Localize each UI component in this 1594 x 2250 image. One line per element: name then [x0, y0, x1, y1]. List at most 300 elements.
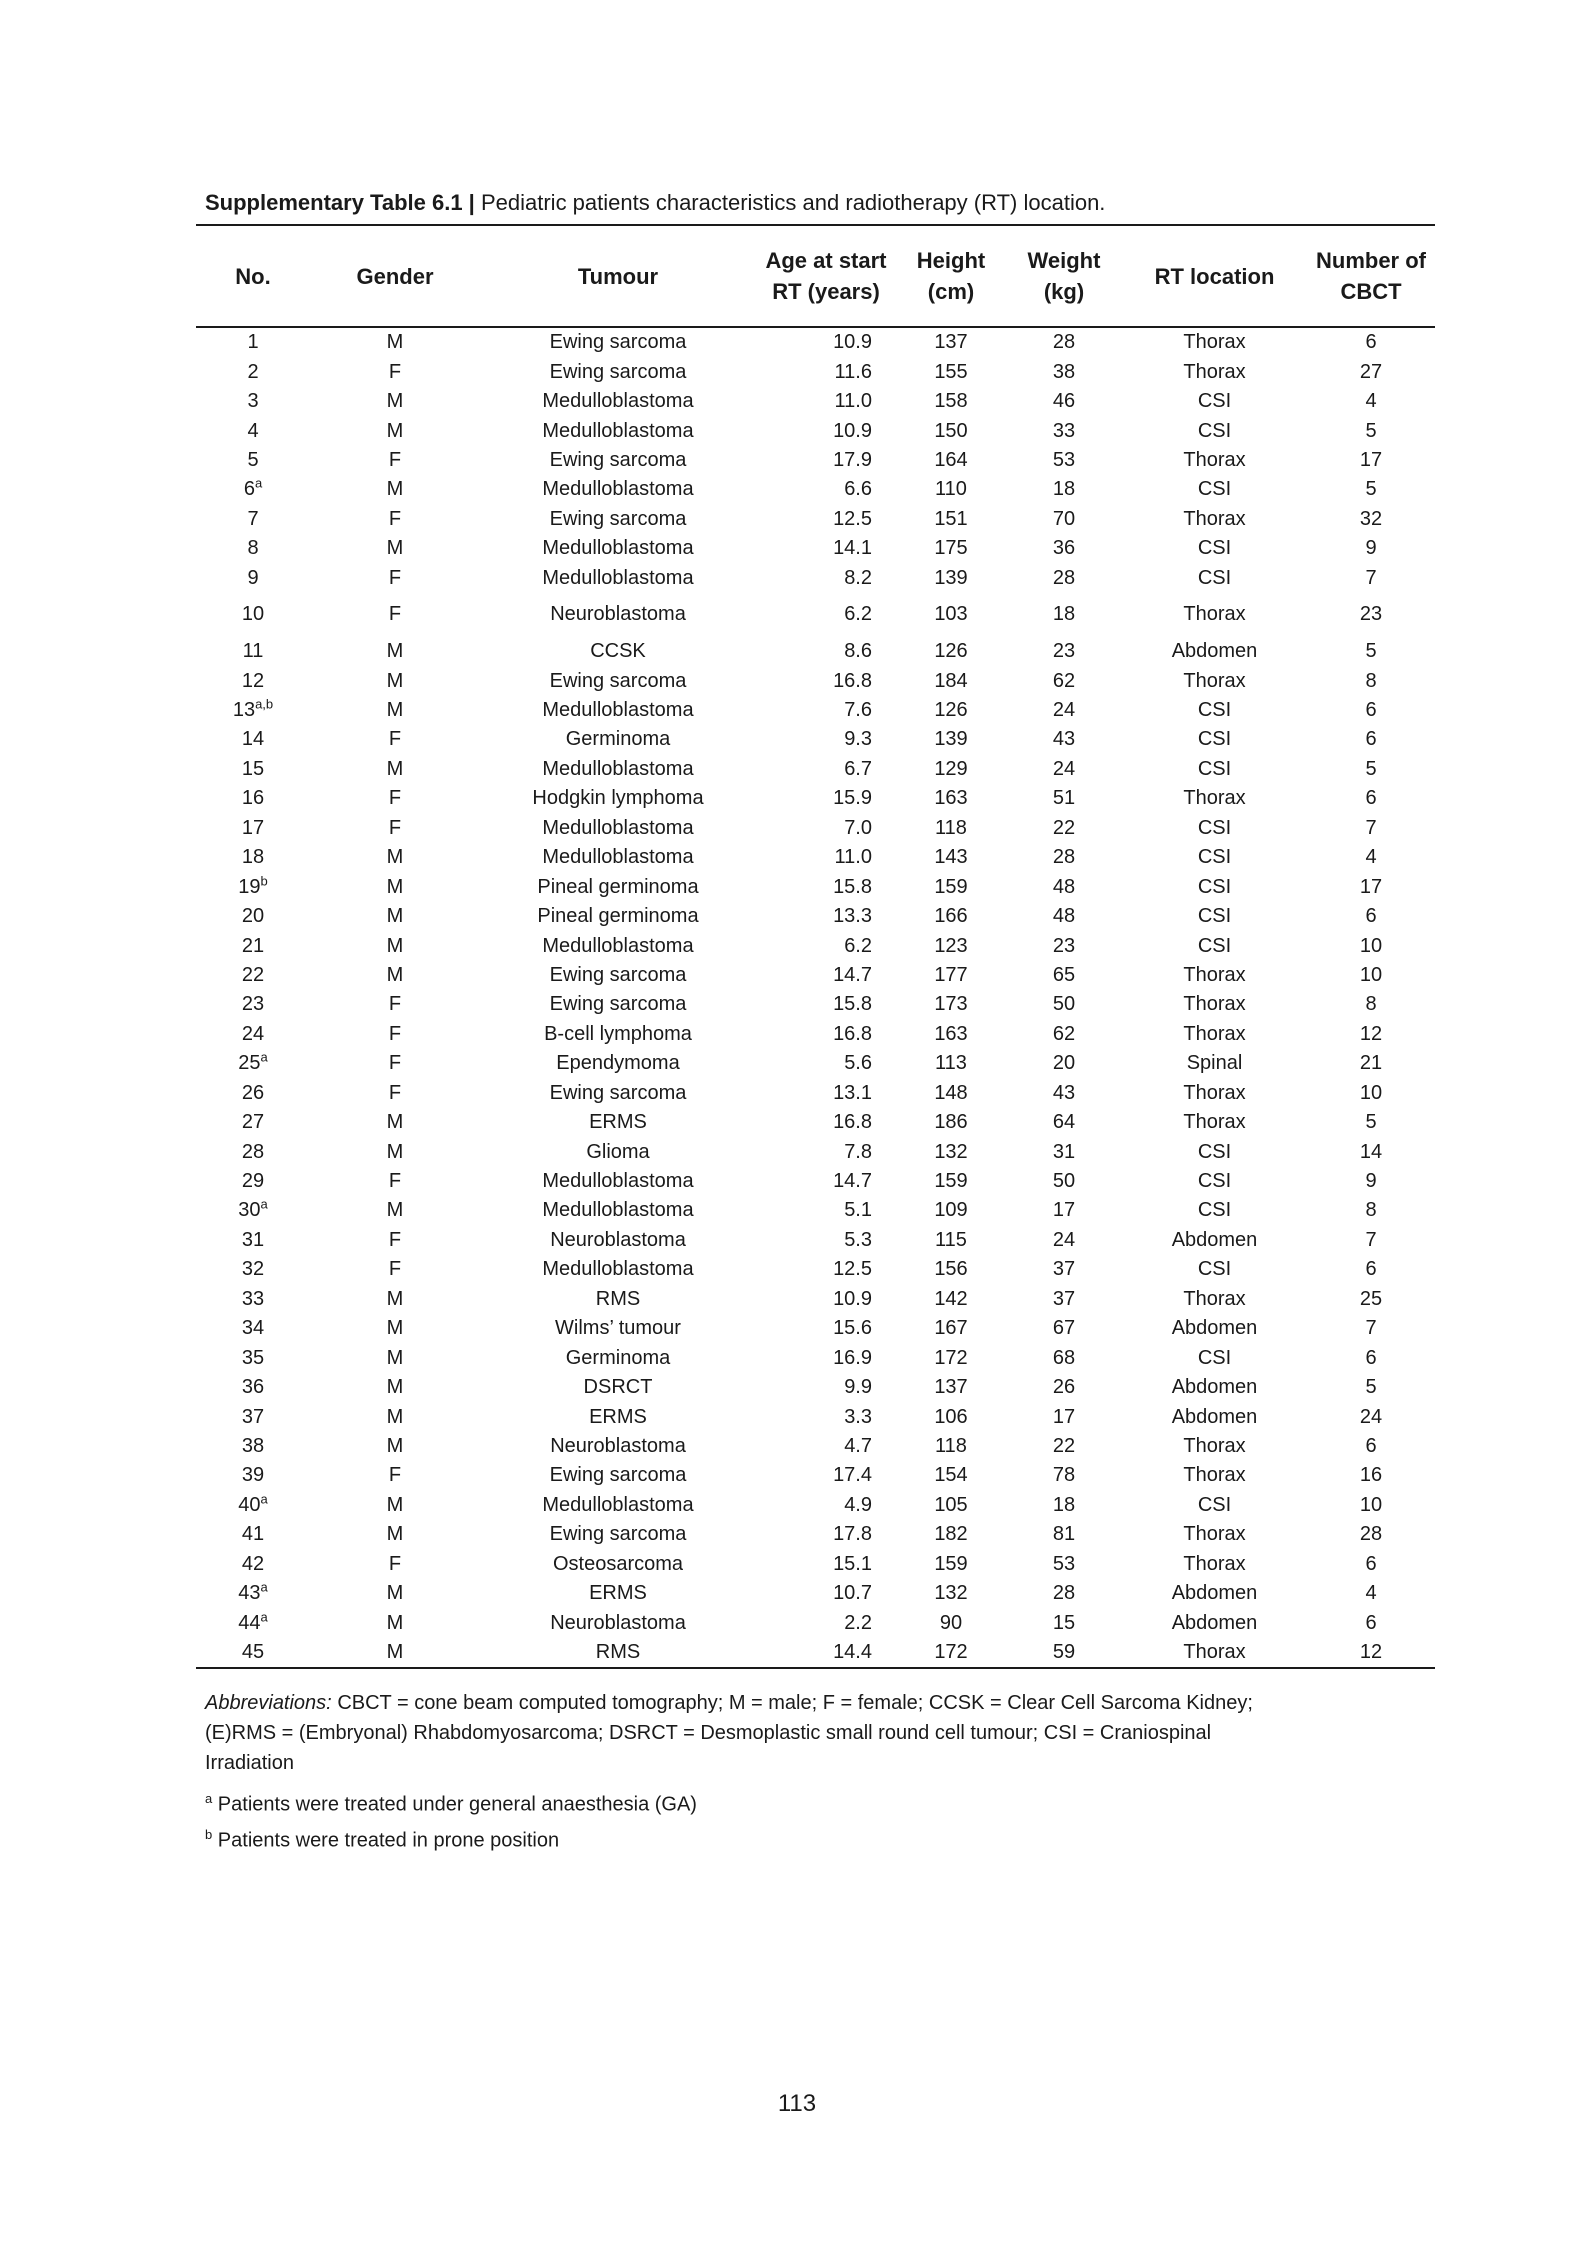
cell-gender-value: M: [386, 1523, 404, 1546]
cell-no: [196, 1137, 310, 1166]
cell-rt-location: [1122, 1285, 1307, 1314]
cell-no: [196, 1196, 310, 1225]
cell-gender-value: M: [386, 699, 404, 722]
cell-weight-value: 31: [1052, 1140, 1076, 1163]
cell-weight-value: 53: [1052, 1552, 1076, 1575]
table-row: [196, 1167, 1435, 1196]
cell-height: [896, 1402, 1006, 1431]
cell-weight-value: 23: [1052, 640, 1076, 663]
cell-rt-location: [1122, 593, 1307, 637]
cell-no-value: 17: [241, 816, 265, 839]
table-row: [196, 1343, 1435, 1372]
cell-tumour-value: RMS: [595, 1287, 641, 1310]
cell-no-value: 37: [241, 1405, 265, 1428]
cell-weight: [1006, 1461, 1122, 1490]
cell-tumour: [480, 1461, 756, 1490]
cell-age-value: 15.8: [833, 993, 872, 1016]
table-row: [196, 1049, 1435, 1078]
cell-weight: [1006, 416, 1122, 445]
cell-cbct-value: 17: [1359, 875, 1383, 898]
cell-age-value: 16.8: [833, 1022, 872, 1045]
cell-rt-location: [1122, 564, 1307, 593]
cell-cbct-value: 6: [1365, 331, 1377, 354]
cell-cbct: [1307, 1255, 1435, 1284]
cell-age: [756, 416, 896, 445]
cell-cbct: [1307, 1285, 1435, 1314]
cell-age: [756, 961, 896, 990]
cell-height-value: 139: [934, 728, 968, 751]
cell-age-value: 14.4: [833, 1641, 872, 1664]
cell-tumour-value: Neuroblastoma: [550, 1228, 686, 1251]
cell-rt-location: [1122, 1550, 1307, 1579]
cell-height: [896, 1226, 1006, 1255]
cell-height: [896, 1491, 1006, 1520]
cell-cbct-value: 28: [1359, 1523, 1383, 1546]
cell-rt-location-value: CSI: [1197, 566, 1232, 589]
cell-gender: [310, 637, 480, 666]
cell-cbct-value: 10: [1359, 1493, 1383, 1516]
cell-gender: [310, 1049, 480, 1078]
cell-gender-value: M: [386, 419, 404, 442]
cell-weight-value: 50: [1052, 1170, 1076, 1193]
cell-no: [196, 1079, 310, 1108]
cell-rt-location: [1122, 666, 1307, 695]
footnote-marker: a: [260, 1608, 268, 1624]
cell-no: [196, 1461, 310, 1490]
cell-height: [896, 725, 1006, 754]
cell-cbct-value: 12: [1359, 1022, 1383, 1045]
cell-tumour: [480, 961, 756, 990]
table-row: [196, 357, 1435, 386]
cell-cbct-value: 17: [1359, 448, 1383, 471]
cell-weight: [1006, 1373, 1122, 1402]
cell-weight: [1006, 637, 1122, 666]
cell-tumour: [480, 564, 756, 593]
cell-gender: [310, 814, 480, 843]
cell-tumour-value: Ewing sarcoma: [549, 331, 687, 354]
cell-cbct: [1307, 475, 1435, 504]
cell-no: [196, 1314, 310, 1343]
cell-no: [196, 784, 310, 813]
cell-no-value: 45: [241, 1641, 265, 1664]
cell-weight-value: 78: [1052, 1464, 1076, 1487]
cell-tumour: [480, 784, 756, 813]
cell-tumour: [480, 1226, 756, 1255]
table-row: [196, 505, 1435, 534]
cell-no-value: 4: [247, 419, 259, 442]
cell-height-value: 109: [934, 1199, 968, 1222]
cell-cbct-value: 9: [1365, 537, 1377, 560]
cell-cbct-value: 5: [1365, 478, 1377, 501]
cell-age-value: 3.3: [844, 1405, 872, 1428]
cell-age: [756, 534, 896, 563]
cell-tumour: [480, 1579, 756, 1608]
cell-gender: [310, 784, 480, 813]
cell-cbct: [1307, 902, 1435, 931]
cell-tumour-value: Neuroblastoma: [550, 603, 686, 626]
table-row: [196, 637, 1435, 666]
cell-tumour: [480, 1314, 756, 1343]
cell-rt-location-value: Thorax: [1183, 963, 1246, 986]
cell-height: [896, 931, 1006, 960]
footnote-a-text: Patients were treated under general anaesthesia (GA): [217, 1793, 697, 1816]
cell-tumour: [480, 1196, 756, 1225]
cell-tumour-value: Ewing sarcoma: [549, 1523, 687, 1546]
cell-cbct-value: 5: [1365, 1111, 1377, 1134]
cell-tumour-value: Medulloblastoma: [542, 478, 694, 501]
cell-age-value: 4.9: [844, 1493, 872, 1516]
cell-cbct: [1307, 1079, 1435, 1108]
cell-rt-location: [1122, 725, 1307, 754]
cell-height-value: 164: [934, 448, 968, 471]
cell-weight-value: 67: [1052, 1317, 1076, 1340]
cell-height-value: 167: [934, 1317, 968, 1340]
cell-weight: [1006, 872, 1122, 901]
cell-age-value: 13.3: [833, 905, 872, 928]
cell-tumour-value: Ewing sarcoma: [549, 669, 687, 692]
cell-tumour-value: Ewing sarcoma: [549, 963, 687, 986]
cell-weight: [1006, 1137, 1122, 1166]
cell-no-value: 5: [247, 448, 259, 471]
cell-cbct: [1307, 666, 1435, 695]
cell-tumour: [480, 505, 756, 534]
abbreviations-note: [205, 1688, 1295, 1778]
cell-no-value: 6: [243, 478, 255, 501]
cell-height-value: 182: [934, 1523, 968, 1546]
cell-cbct-value: 10: [1359, 934, 1383, 957]
cell-gender: [310, 1285, 480, 1314]
cell-gender-value: M: [386, 905, 404, 928]
abbreviations-text: CBCT = cone beam computed tomography; M = male; F = female; CCSK = Clear Cell Sarcoma Kidney; (E)RMS = (Embryonal) Rhabdomyosarcoma; DSRCT = Desmoplastic small round cell tumour; CSI = Craniospinal Irradiation: [205, 1692, 1253, 1774]
cell-weight: [1006, 446, 1122, 475]
cell-cbct-value: 6: [1365, 1552, 1377, 1575]
cell-cbct-value: 7: [1365, 1228, 1377, 1251]
cell-age: [756, 1079, 896, 1108]
cell-no-value: 21: [241, 934, 265, 957]
cell-rt-location-value: Thorax: [1183, 1287, 1246, 1310]
cell-weight-value: 24: [1052, 757, 1076, 780]
cell-rt-location-value: CSI: [1197, 1346, 1232, 1369]
cell-weight: [1006, 1167, 1122, 1196]
cell-gender-value: M: [386, 640, 404, 663]
cell-rt-location: [1122, 990, 1307, 1019]
cell-rt-location-value: Thorax: [1183, 360, 1246, 383]
cell-height: [896, 814, 1006, 843]
cell-age-value: 10.9: [833, 419, 872, 442]
cell-weight-value: 15: [1052, 1611, 1076, 1634]
cell-rt-location-value: Thorax: [1183, 448, 1246, 471]
cell-rt-location-value: Abdomen: [1171, 1405, 1258, 1428]
cell-weight: [1006, 666, 1122, 695]
cell-height-value: 118: [935, 816, 967, 839]
cell-rt-location-value: CSI: [1197, 728, 1232, 751]
cell-no: [196, 1255, 310, 1284]
table-row: [196, 387, 1435, 416]
cell-gender: [310, 1550, 480, 1579]
cell-gender-value: M: [386, 1611, 404, 1634]
cell-gender: [310, 475, 480, 504]
cell-no-value: 24: [241, 1022, 265, 1045]
cell-cbct-value: 32: [1359, 507, 1383, 530]
cell-tumour-value: Medulloblastoma: [542, 816, 694, 839]
cell-height-value: 151: [934, 507, 968, 530]
cell-no-value: 13: [232, 699, 256, 722]
cell-cbct-value: 14: [1359, 1140, 1383, 1163]
cell-cbct-value: 10: [1359, 963, 1383, 986]
cell-cbct: [1307, 725, 1435, 754]
cell-weight-value: 26: [1052, 1376, 1076, 1399]
cell-rt-location: [1122, 1373, 1307, 1402]
cell-gender: [310, 931, 480, 960]
cell-no-value: 19: [238, 875, 261, 898]
cell-age: [756, 1167, 896, 1196]
cell-cbct: [1307, 784, 1435, 813]
cell-rt-location: [1122, 784, 1307, 813]
cell-age-value: 7.0: [844, 816, 872, 839]
cell-height-value: 137: [934, 331, 968, 354]
cell-rt-location-value: Thorax: [1183, 1552, 1246, 1575]
cell-tumour: [480, 1432, 756, 1461]
cell-age: [756, 475, 896, 504]
cell-tumour: [480, 931, 756, 960]
cell-cbct-value: 8: [1365, 1199, 1377, 1222]
cell-tumour-value: Medulloblastoma: [542, 846, 694, 869]
cell-no: [196, 416, 310, 445]
cell-age: [756, 872, 896, 901]
cell-weight: [1006, 593, 1122, 637]
table-row: [196, 1285, 1435, 1314]
cell-height: [896, 1255, 1006, 1284]
cell-tumour-value: Ewing sarcoma: [549, 1081, 687, 1104]
cell-no: [196, 387, 310, 416]
cell-rt-location-value: CSI: [1197, 875, 1232, 898]
cell-cbct-value: 6: [1365, 1611, 1377, 1634]
cell-tumour-value: Medulloblastoma: [542, 1258, 694, 1281]
cell-no-value: 29: [241, 1170, 265, 1193]
cell-height-value: 132: [934, 1140, 968, 1163]
cell-height-value: 143: [934, 846, 968, 869]
cell-no: [196, 1226, 310, 1255]
cell-gender: [310, 564, 480, 593]
cell-no: [196, 1343, 310, 1372]
cell-no: [196, 1285, 310, 1314]
cell-height-value: 106: [934, 1405, 968, 1428]
cell-gender-value: F: [388, 603, 402, 626]
cell-gender: [310, 1520, 480, 1549]
cell-rt-location: [1122, 1520, 1307, 1549]
cell-no: [196, 931, 310, 960]
cell-cbct: [1307, 446, 1435, 475]
table-row: [196, 1638, 1435, 1668]
cell-tumour: [480, 1402, 756, 1431]
cell-gender-value: M: [386, 934, 404, 957]
cell-cbct-value: 23: [1359, 603, 1383, 626]
cell-tumour: [480, 696, 756, 725]
table-row: [196, 1079, 1435, 1108]
cell-weight: [1006, 1108, 1122, 1137]
cell-weight: [1006, 784, 1122, 813]
cell-rt-location-value: Spinal: [1186, 1052, 1243, 1075]
cell-no-value: 42: [241, 1552, 265, 1575]
cell-gender-value: F: [388, 1081, 402, 1104]
cell-weight: [1006, 1020, 1122, 1049]
cell-weight: [1006, 814, 1122, 843]
cell-gender: [310, 1461, 480, 1490]
cell-no: [196, 814, 310, 843]
cell-age-value: 4.7: [844, 1434, 872, 1457]
cell-weight-value: 23: [1052, 934, 1076, 957]
cell-no-value: 32: [241, 1258, 265, 1281]
cell-cbct: [1307, 1520, 1435, 1549]
table-row: [196, 725, 1435, 754]
cell-tumour: [480, 1491, 756, 1520]
cell-rt-location: [1122, 843, 1307, 872]
cell-tumour-value: ERMS: [589, 1405, 647, 1428]
cell-age: [756, 1550, 896, 1579]
cell-no: [196, 357, 310, 386]
cell-gender-value: M: [386, 1287, 404, 1310]
cell-weight-value: 17: [1052, 1199, 1076, 1222]
cell-height-value: 159: [934, 875, 968, 898]
cell-gender: [310, 1491, 480, 1520]
cell-cbct: [1307, 1020, 1435, 1049]
cell-rt-location-value: CSI: [1197, 934, 1232, 957]
cell-no-value: 27: [241, 1111, 265, 1134]
cell-height-value: 103: [934, 603, 968, 626]
cell-cbct-value: 8: [1365, 993, 1377, 1016]
cell-weight: [1006, 564, 1122, 593]
cell-cbct-value: 4: [1365, 390, 1377, 413]
cell-age: [756, 1491, 896, 1520]
table-row: [196, 814, 1435, 843]
cell-height-value: 156: [934, 1258, 968, 1281]
cell-tumour: [480, 990, 756, 1019]
cell-age-value: 6.2: [844, 934, 872, 957]
cell-age-value: 14.7: [833, 963, 872, 986]
cell-no: [196, 696, 310, 725]
footnote-b-text: Patients were treated in prone position: [217, 1829, 560, 1852]
cell-rt-location: [1122, 1461, 1307, 1490]
footnote-a-mark: a: [205, 1791, 213, 1806]
cell-age: [756, 357, 896, 386]
cell-age: [756, 784, 896, 813]
cell-cbct-value: 7: [1365, 816, 1377, 839]
cell-weight: [1006, 1491, 1122, 1520]
cell-rt-location: [1122, 1226, 1307, 1255]
cell-no: [196, 593, 310, 637]
cell-rt-location: [1122, 1020, 1307, 1049]
cell-no: [196, 1550, 310, 1579]
cell-weight: [1006, 1255, 1122, 1284]
cell-rt-location-value: Abdomen: [1171, 1582, 1258, 1605]
footnote-a: [205, 1784, 1295, 1820]
cell-tumour-value: Pineal germinoma: [537, 875, 699, 898]
cell-gender-value: M: [386, 1582, 404, 1605]
header-gender: Gender: [310, 225, 480, 327]
cell-weight-value: 28: [1052, 566, 1076, 589]
cell-age: [756, 1520, 896, 1549]
cell-height: [896, 1079, 1006, 1108]
cell-weight-value: 48: [1052, 875, 1076, 898]
cell-rt-location: [1122, 1491, 1307, 1520]
cell-tumour: [480, 1167, 756, 1196]
cell-age: [756, 725, 896, 754]
cell-gender-value: M: [386, 963, 404, 986]
cell-no-value: 14: [241, 728, 265, 751]
cell-cbct-value: 27: [1359, 360, 1383, 383]
cell-tumour: [480, 1550, 756, 1579]
cell-weight-value: 28: [1052, 1582, 1076, 1605]
cell-weight-value: 17: [1052, 1405, 1076, 1428]
cell-age-value: 5.3: [844, 1228, 872, 1251]
cell-height: [896, 327, 1006, 357]
table-row: [196, 1491, 1435, 1520]
cell-no-value: 44: [238, 1611, 261, 1634]
cell-age-value: 7.6: [844, 699, 872, 722]
cell-rt-location: [1122, 534, 1307, 563]
cell-gender: [310, 593, 480, 637]
cell-cbct: [1307, 1196, 1435, 1225]
cell-height: [896, 902, 1006, 931]
cell-rt-location-value: CSI: [1197, 1258, 1232, 1281]
table-body: [196, 327, 1435, 1668]
patients-table: [196, 224, 1435, 1669]
cell-rt-location-value: CSI: [1197, 846, 1232, 869]
cell-weight: [1006, 1520, 1122, 1549]
cell-weight-value: 46: [1052, 390, 1076, 413]
cell-rt-location: [1122, 327, 1307, 357]
cell-gender-value: F: [388, 507, 402, 530]
cell-weight-value: 68: [1052, 1346, 1076, 1369]
cell-age: [756, 1255, 896, 1284]
cell-cbct-value: 6: [1365, 728, 1377, 751]
cell-age-value: 5.6: [844, 1052, 872, 1075]
cell-age-value: 5.1: [844, 1199, 872, 1222]
cell-gender: [310, 1167, 480, 1196]
cell-gender: [310, 725, 480, 754]
cell-gender-value: F: [388, 566, 402, 589]
header-rt-location: RT location: [1122, 225, 1307, 327]
cell-tumour-value: ERMS: [589, 1582, 647, 1605]
cell-rt-location: [1122, 1079, 1307, 1108]
cell-cbct: [1307, 1491, 1435, 1520]
cell-no-value: 22: [241, 963, 265, 986]
cell-height-value: 142: [934, 1287, 968, 1310]
cell-cbct: [1307, 872, 1435, 901]
cell-height-value: 132: [934, 1582, 968, 1605]
cell-no: [196, 1049, 310, 1078]
cell-cbct: [1307, 1226, 1435, 1255]
cell-age-value: 10.9: [833, 1287, 872, 1310]
cell-tumour: [480, 1285, 756, 1314]
footnote-marker: a,b: [255, 696, 274, 712]
cell-no: [196, 1638, 310, 1668]
cell-tumour: [480, 416, 756, 445]
cell-weight-value: 53: [1052, 448, 1076, 471]
cell-rt-location: [1122, 1049, 1307, 1078]
cell-height: [896, 1608, 1006, 1637]
cell-cbct-value: 10: [1359, 1081, 1383, 1104]
cell-tumour-value: CCSK: [590, 640, 646, 663]
cell-tumour-value: Medulloblastoma: [542, 1199, 694, 1222]
cell-tumour-value: Medulloblastoma: [542, 390, 694, 413]
cell-cbct-value: 6: [1365, 1434, 1377, 1457]
cell-weight: [1006, 1579, 1122, 1608]
table-row: [196, 961, 1435, 990]
cell-cbct-value: 6: [1365, 787, 1377, 810]
cell-cbct: [1307, 696, 1435, 725]
cell-age: [756, 1579, 896, 1608]
